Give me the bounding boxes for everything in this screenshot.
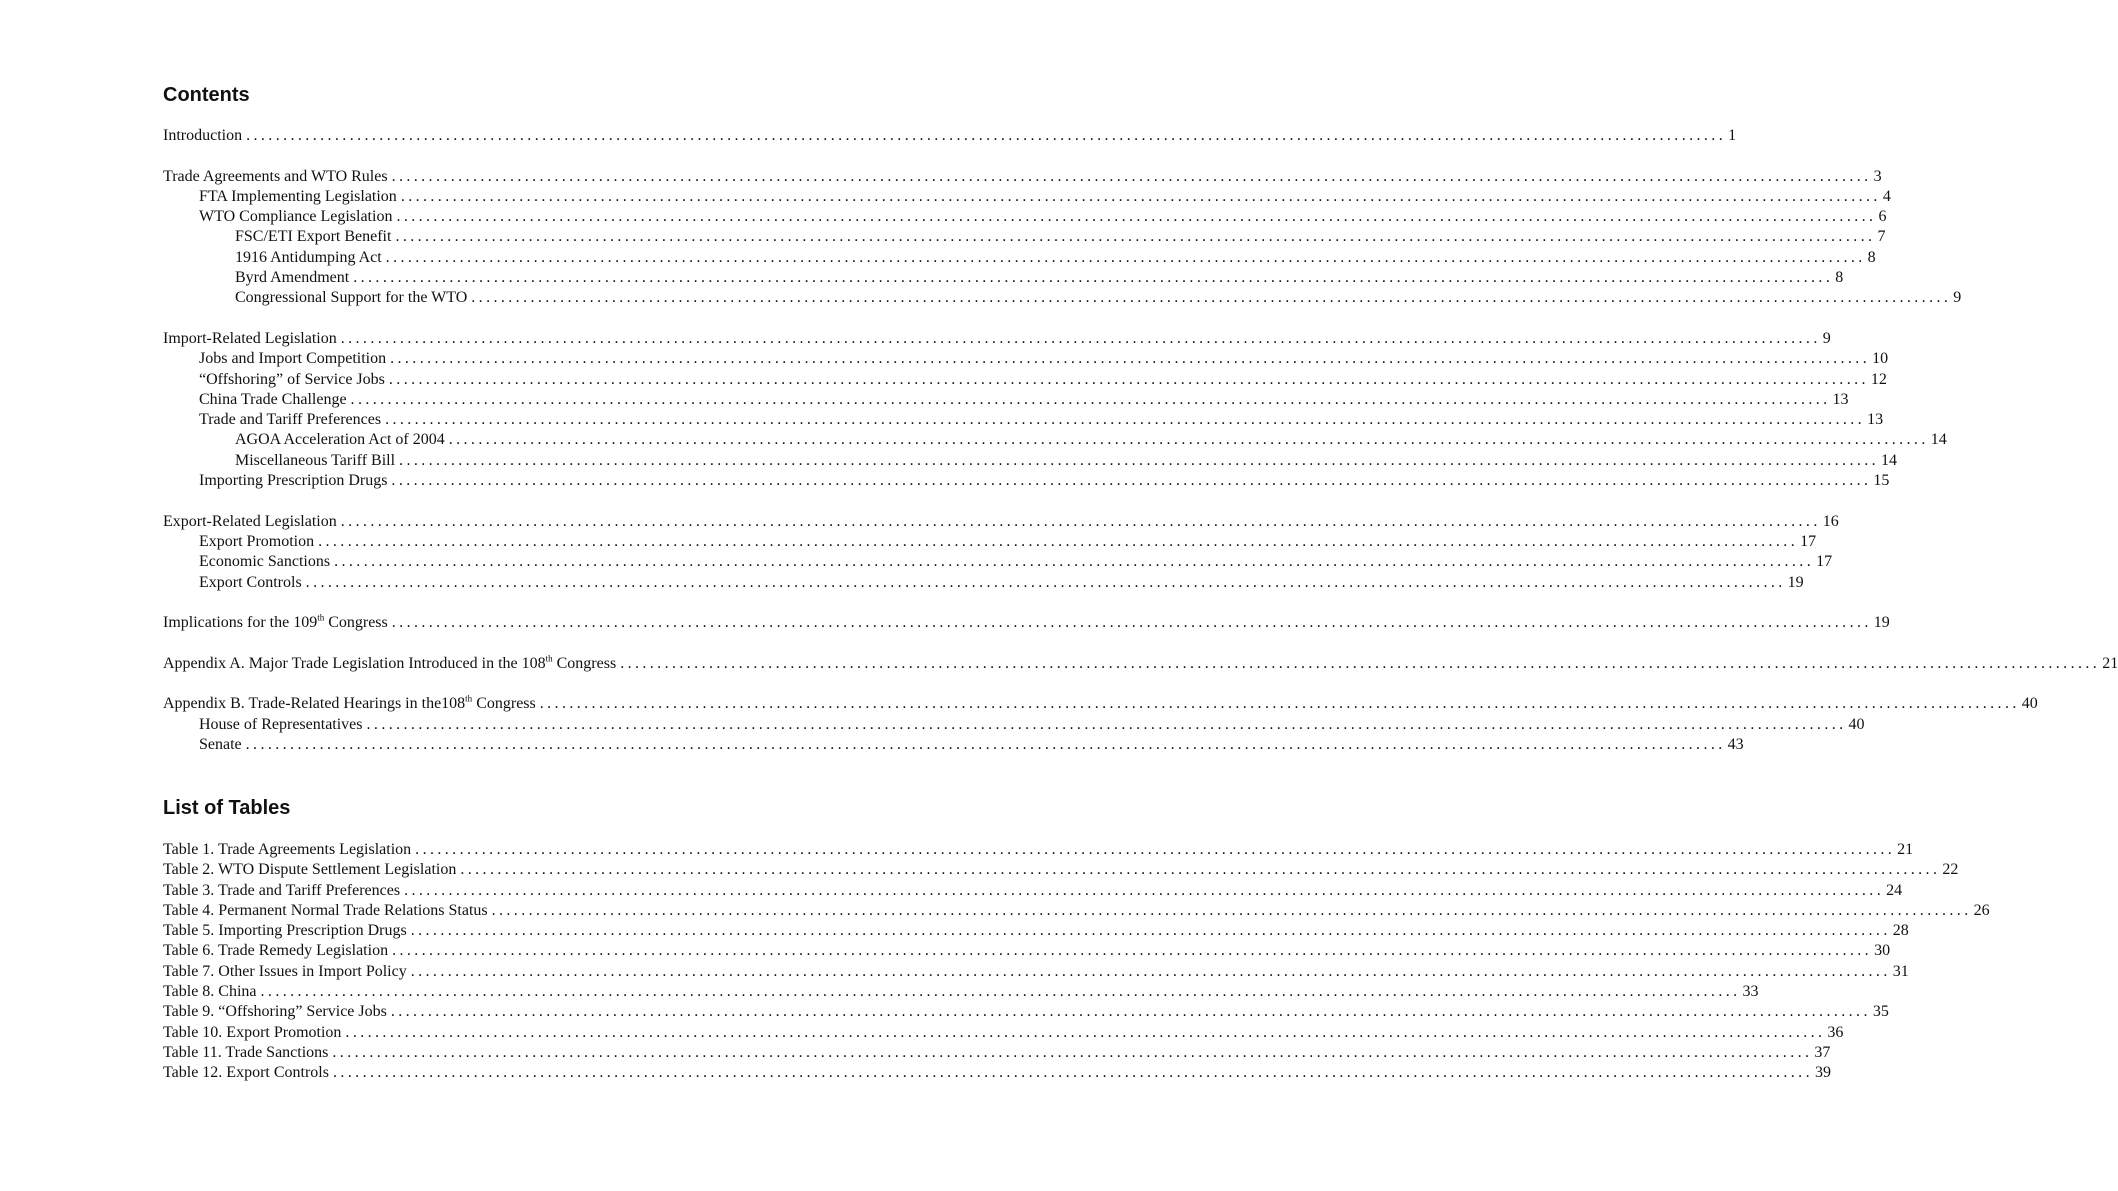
table-list-entry-title	[163, 982, 261, 1002]
contents-entry-page-number: 3	[1873, 167, 1882, 185]
table-list-entry[interactable]	[163, 1043, 1831, 1063]
table-list-entry-page-number: 36	[1827, 1023, 1844, 1041]
dot-leader: ........................................................................................................................................................................................................	[340, 329, 1821, 347]
table-list-entry[interactable]	[163, 982, 1759, 1002]
table-list-entry-title	[163, 901, 492, 921]
dot-leader: ........................................................................................................................................................................................................	[471, 289, 1952, 307]
dot-leader: ........................................................................................................................................................................................................	[334, 553, 1815, 571]
dot-leader: ........................................................................................................................................................................................................	[385, 248, 1866, 266]
contents-entry[interactable]	[163, 329, 1831, 349]
contents-entry-page-number: 1	[1728, 127, 1737, 144]
contents-entry-page-number: 13	[1867, 411, 1884, 429]
table-list-entry-page-number: 24	[1886, 881, 1903, 899]
entry-title-text: Appendix B. Trade-Related Hearings in the108	[163, 695, 466, 713]
dot-leader: ........................................................................................................................................................................................................	[404, 881, 1885, 899]
entry-title-text: Table 3. Trade and Tariff Preferences	[163, 881, 401, 899]
contents-entry-page-number: 15	[1873, 472, 1890, 490]
dot-leader: ........................................................................................................................................................................................................	[305, 573, 1786, 591]
dot-leader: ........................................................................................................................................................................................................	[318, 532, 1799, 550]
entry-title-text: Table 8. China	[163, 983, 257, 1001]
entry-title-superscript: th	[317, 612, 325, 623]
entry-title-text: Senate	[199, 735, 242, 753]
contents-entry-title	[235, 227, 395, 247]
table-list-entry-title	[163, 860, 460, 880]
contents-entry-title	[199, 370, 389, 390]
contents-entry-page-number: 40	[2021, 695, 2038, 713]
dot-leader: ........................................................................................................................................................................................................	[400, 187, 1881, 205]
list-of-tables-list	[163, 840, 1990, 1084]
table-list-entry-title	[163, 1023, 345, 1043]
entry-title-text: Table 10. Export Promotion	[163, 1023, 342, 1041]
dot-leader: ........................................................................................................................................................................................................	[385, 411, 1866, 429]
table-list-entry-title	[163, 881, 404, 901]
contents-heading: Contents	[163, 84, 250, 106]
dot-leader: ........................................................................................................................................................................................................	[390, 1003, 1871, 1021]
table-list-entry[interactable]	[163, 1023, 1844, 1043]
contents-entry-title	[199, 187, 401, 207]
entry-title-text-after: Congress	[324, 614, 388, 632]
entry-title-text: Table 2. WTO Dispute Settlement Legislation	[163, 861, 457, 879]
contents-entry-title	[199, 410, 385, 430]
contents-entry-title	[199, 390, 351, 410]
table-list-entry-title	[163, 921, 411, 941]
contents-entry-page-number: 16	[1822, 512, 1839, 530]
table-list-entry-title	[163, 840, 415, 860]
contents-entry[interactable]	[163, 735, 1744, 755]
entry-title-text: Table 11. Trade Sanctions	[163, 1043, 329, 1061]
contents-entry-title	[163, 613, 392, 633]
contents-entry[interactable]	[163, 288, 1962, 308]
contents-entry[interactable]	[163, 227, 1886, 247]
dot-leader: ........................................................................................................................................................................................................	[366, 715, 1847, 733]
table-list-entry-page-number: 26	[1973, 901, 1990, 919]
contents-entry-page-number: 12	[1870, 370, 1887, 388]
entry-title-text: AGOA Acceleration Act of 2004	[235, 431, 445, 449]
contents-entry-page-number: 10	[1872, 350, 1889, 368]
entry-title-text: Economic Sanctions	[199, 553, 331, 571]
contents-entry-page-number: 8	[1867, 248, 1876, 266]
entry-title-text: Table 4. Permanent Normal Trade Relations Status	[163, 901, 488, 919]
contents-entry[interactable]	[163, 187, 1891, 207]
entry-title-text: Congressional Support for the WTO	[235, 289, 468, 307]
table-list-entry-page-number: 30	[1874, 942, 1891, 960]
entry-title-text: FTA Implementing Legislation	[199, 187, 397, 205]
entry-title-text: Table 9. “Offshoring” Service Jobs	[163, 1003, 387, 1021]
contents-entry-page-number: 9	[1953, 289, 1962, 307]
dot-leader: ........................................................................................................................................................................................................	[332, 1064, 1813, 1082]
entry-title-text: “Offshoring” of Service Jobs	[199, 370, 385, 388]
dot-leader: ........................................................................................................................................................................................................	[620, 654, 2101, 672]
dot-leader: ........................................................................................................................................................................................................	[539, 695, 2020, 713]
dot-leader: ........................................................................................................................................................................................................	[396, 208, 1877, 226]
contents-entry-title	[199, 349, 390, 369]
contents-entry-page-number: 13	[1832, 390, 1849, 408]
entry-title-text: Implications for the 109	[163, 614, 318, 632]
contents-entry-title	[199, 532, 318, 552]
entry-title-text: Table 7. Other Issues in Import Policy	[163, 962, 407, 980]
table-list-entry-title	[163, 1043, 332, 1063]
dot-leader: ........................................................................................................................................................................................................	[245, 735, 1726, 753]
entry-title-text: China Trade Challenge	[199, 390, 347, 408]
contents-entry-page-number: 19	[1787, 573, 1804, 591]
entry-title-text: Export-Related Legislation	[163, 512, 337, 530]
list-of-tables-heading: List of Tables	[163, 797, 291, 819]
contents-entry[interactable]	[163, 612, 1890, 633]
contents-entry-title	[199, 735, 246, 755]
contents-entry-page-number: 17	[1816, 553, 1833, 571]
contents-entry-title	[235, 288, 471, 308]
entry-title-text: Introduction	[163, 127, 243, 144]
contents-entry-title	[199, 471, 391, 491]
contents-entry[interactable]	[163, 167, 1882, 187]
entry-title-text: Miscellaneous Tariff Bill	[235, 451, 396, 469]
table-list-entry[interactable]	[163, 901, 1990, 921]
entry-title-text: Table 6. Trade Remedy Legislation	[163, 942, 389, 960]
table-list-entry-title	[163, 1002, 391, 1022]
contents-entry-title	[199, 573, 306, 593]
table-list-entry[interactable]	[163, 1002, 1889, 1022]
contents-entry-page-number: 19	[1873, 614, 1890, 632]
dot-leader: ........................................................................................................................................................................................................	[353, 269, 1834, 287]
contents-entry-title	[163, 654, 620, 674]
contents-entry-title	[163, 694, 540, 714]
table-list-entry-title	[163, 1063, 333, 1083]
entry-title-text: Jobs and Import Competition	[199, 350, 387, 368]
entry-title-text: Appendix A. Major Trade Legislation Introduced in the 108	[163, 654, 546, 672]
contents-entry-title	[235, 430, 449, 450]
table-list-entry-page-number: 37	[1814, 1043, 1831, 1061]
contents-entry[interactable]	[163, 512, 1839, 532]
contents-entry-page-number: 14	[1930, 431, 1947, 449]
contents-entry[interactable]	[163, 653, 2118, 674]
contents-entry-title	[235, 248, 386, 268]
table-list-entry-page-number: 39	[1814, 1064, 1831, 1082]
dot-leader: ........................................................................................................................................................................................................	[340, 512, 1821, 530]
table-list-entry-page-number: 33	[1742, 983, 1759, 1001]
table-list-entry-title	[163, 962, 411, 982]
dot-leader: ........................................................................................................................................................................................................	[460, 861, 1941, 879]
contents-entry-page-number: 17	[1800, 532, 1817, 550]
contents-entry[interactable]	[163, 573, 1804, 593]
table-list-entry[interactable]	[163, 1063, 1831, 1083]
contents-entry[interactable]	[163, 268, 1844, 288]
contents-entry[interactable]	[163, 370, 1887, 390]
entry-title-text-after: Congress	[472, 695, 536, 713]
contents-entry-title	[163, 512, 341, 532]
dot-leader: ........................................................................................................................................................................................................	[448, 431, 1929, 449]
dot-leader: ........................................................................................................................................................................................................	[399, 451, 1880, 469]
entry-title-text: FSC/ETI Export Benefit	[235, 228, 392, 246]
table-list-entry[interactable]	[163, 840, 1914, 860]
dot-leader: ........................................................................................................................................................................................................	[491, 901, 1972, 919]
entry-title-text: Table 12. Export Controls	[163, 1064, 329, 1082]
entry-title-text: Importing Prescription Drugs	[199, 472, 388, 490]
dot-leader: ........................................................................................................................................................................................................	[391, 472, 1872, 490]
contents-entry[interactable]	[163, 471, 1890, 491]
entry-title-text: Export Controls	[199, 573, 302, 591]
entry-title-text: Export Promotion	[199, 532, 315, 550]
table-list-entry[interactable]	[163, 962, 1909, 982]
contents-list	[163, 126, 2118, 755]
contents-entry[interactable]	[163, 693, 2038, 714]
contents-entry-page-number: 43	[1727, 735, 1744, 753]
table-list-entry-page-number: 31	[1892, 962, 1909, 980]
table-list-entry-title	[163, 941, 392, 961]
entry-title-text: Import-Related Legislation	[163, 329, 337, 347]
entry-title-text: WTO Compliance Legislation	[199, 208, 393, 226]
entry-title-superscript: th	[465, 693, 473, 704]
dot-leader: ........................................................................................................................................................................................................	[392, 942, 1873, 960]
contents-entry-title	[163, 167, 392, 187]
dot-leader: ........................................................................................................................................................................................................	[388, 370, 1869, 388]
contents-entry[interactable]	[163, 390, 1849, 410]
contents-entry-title	[199, 207, 396, 227]
contents-entry[interactable]	[163, 248, 1876, 268]
dot-leader: ........................................................................................................................................................................................................	[415, 841, 1896, 858]
contents-entry-page-number: 7	[1877, 228, 1886, 246]
entry-title-text: Trade and Tariff Preferences	[199, 411, 382, 429]
contents-entry[interactable]	[163, 349, 1889, 369]
dot-leader: ........................................................................................................................................................................................................	[350, 390, 1831, 408]
contents-entry-page-number: 4	[1882, 187, 1891, 205]
table-list-entry[interactable]	[163, 941, 1891, 961]
contents-entry-page-number: 14	[1881, 451, 1898, 469]
dot-leader: ........................................................................................................................................................................................................	[246, 127, 1727, 144]
contents-entry-title	[235, 451, 399, 471]
contents-entry-title	[235, 268, 353, 288]
table-list-entry-page-number: 22	[1942, 861, 1959, 879]
dot-leader: ........................................................................................................................................................................................................	[395, 228, 1876, 246]
entry-title-text: Table 5. Importing Prescription Drugs	[163, 922, 407, 940]
contents-entry-title	[163, 329, 341, 349]
contents-entry-title	[199, 552, 334, 572]
dot-leader: ........................................................................................................................................................................................................	[410, 922, 1891, 940]
contents-entry[interactable]	[163, 552, 1833, 572]
contents-entry-page-number: 8	[1835, 269, 1844, 287]
dot-leader: ........................................................................................................................................................................................................	[260, 983, 1741, 1001]
dot-leader: ........................................................................................................................................................................................................	[391, 614, 1872, 632]
contents-entry-page-number: 6	[1878, 208, 1887, 226]
contents-entry-title	[199, 715, 367, 735]
dot-leader: ........................................................................................................................................................................................................	[391, 167, 1872, 185]
entry-title-superscript: th	[545, 653, 553, 664]
contents-entry[interactable]	[163, 532, 1817, 552]
entry-title-text: House of Representatives	[199, 715, 363, 733]
table-list-entry-page-number: 21	[1897, 841, 1914, 858]
contents-entry[interactable]	[163, 715, 1865, 735]
contents-entry-title	[163, 126, 246, 146]
table-list-entry[interactable]	[163, 881, 1903, 901]
table-list-entry[interactable]	[163, 921, 1909, 941]
entry-title-text-after: Congress	[552, 654, 617, 672]
dot-leader: ........................................................................................................................................................................................................	[332, 1043, 1813, 1061]
contents-entry-page-number: 9	[1822, 329, 1831, 347]
entry-title-text: Table 1. Trade Agreements Legislation	[163, 841, 412, 858]
entry-title-text: 1916 Antidumping Act	[235, 248, 382, 266]
contents-entry[interactable]	[163, 126, 1737, 146]
contents-entry[interactable]	[163, 207, 1887, 227]
dot-leader: ........................................................................................................................................................................................................	[390, 350, 1871, 368]
entry-title-text: Byrd Amendment	[235, 269, 350, 287]
dot-leader: ........................................................................................................................................................................................................	[345, 1023, 1826, 1041]
table-list-entry-page-number: 35	[1872, 1003, 1889, 1021]
contents-entry[interactable]	[163, 451, 1898, 471]
entry-title-text: Trade Agreements and WTO Rules	[163, 167, 388, 185]
contents-entry[interactable]	[163, 410, 1884, 430]
contents-entry-page-number: 40	[1848, 715, 1865, 733]
dot-leader: ........................................................................................................................................................................................................	[410, 962, 1891, 980]
table-list-entry-page-number: 28	[1892, 922, 1909, 940]
table-list-entry[interactable]	[163, 860, 1959, 880]
contents-entry[interactable]	[163, 430, 1947, 450]
contents-entry-page-number: 21	[2102, 654, 2118, 672]
